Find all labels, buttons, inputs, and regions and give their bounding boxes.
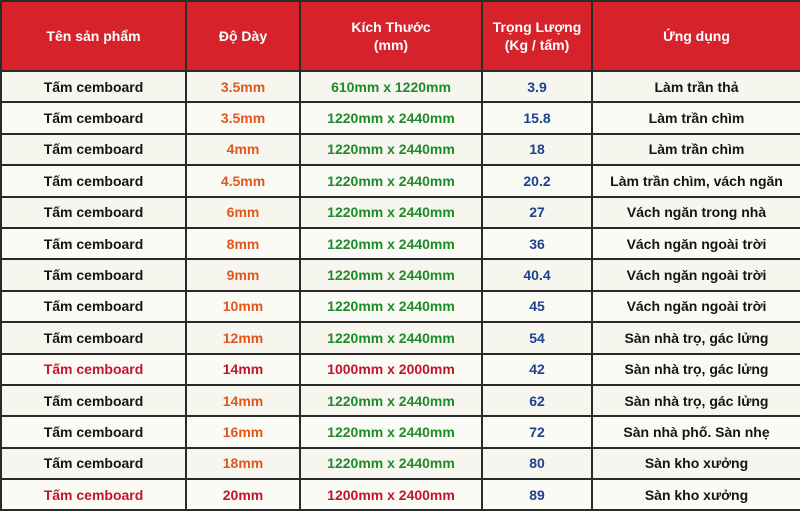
- table-row: [1, 322, 800, 353]
- size-cell: 1220mm x 2440mm: [300, 165, 482, 196]
- size-cell: 1220mm x 2440mm: [300, 322, 482, 353]
- table-row: [1, 291, 800, 322]
- size-cell: 1200mm x 2400mm: [300, 479, 482, 510]
- size-cell: 610mm x 1220mm: [300, 71, 482, 102]
- size-cell: 1220mm x 2440mm: [300, 416, 482, 447]
- size-cell: 1220mm x 2440mm: [300, 134, 482, 165]
- thickness-cell: 3.5mm: [186, 71, 300, 102]
- product-name-cell: Tấm cemboard: [1, 448, 186, 479]
- product-name-cell: Tấm cemboard: [1, 291, 186, 322]
- table-header: [1, 1, 800, 71]
- col-header-weight-unit: (Kg / tấm): [504, 37, 570, 53]
- col-header-use: Ứng dụng: [592, 1, 800, 71]
- weight-cell: 27: [482, 197, 592, 228]
- application-cell: Vách ngăn ngoài trời: [592, 228, 800, 259]
- col-header-name: Tên sản phẩm: [1, 1, 186, 71]
- weight-cell: 54: [482, 322, 592, 353]
- table-row: [1, 385, 800, 416]
- thickness-cell: 3.5mm: [186, 102, 300, 133]
- thickness-cell: 4.5mm: [186, 165, 300, 196]
- weight-cell: 89: [482, 479, 592, 510]
- table-row: [1, 228, 800, 259]
- size-cell: 1220mm x 2440mm: [300, 228, 482, 259]
- weight-cell: 15.8: [482, 102, 592, 133]
- product-name-cell: Tấm cemboard: [1, 165, 186, 196]
- product-name-cell: Tấm cemboard: [1, 385, 186, 416]
- product-name-cell: Tấm cemboard: [1, 354, 186, 385]
- size-cell: 1220mm x 2440mm: [300, 102, 482, 133]
- size-cell: 1220mm x 2440mm: [300, 385, 482, 416]
- application-cell: Sàn nhà phố. Sàn nhẹ: [592, 416, 800, 447]
- table-body: [1, 71, 800, 510]
- weight-cell: 36: [482, 228, 592, 259]
- col-header-weight-title: Trọng Lượng: [492, 19, 582, 35]
- thickness-cell: 8mm: [186, 228, 300, 259]
- application-cell: Vách ngăn ngoài trời: [592, 259, 800, 290]
- thickness-cell: 10mm: [186, 291, 300, 322]
- size-cell: 1000mm x 2000mm: [300, 354, 482, 385]
- table-row: [1, 102, 800, 133]
- thickness-cell: 14mm: [186, 354, 300, 385]
- product-name-cell: Tấm cemboard: [1, 416, 186, 447]
- table-row: [1, 479, 800, 510]
- col-header-thickness: Độ Dày: [186, 1, 300, 71]
- product-name-cell: Tấm cemboard: [1, 71, 186, 102]
- weight-cell: 18: [482, 134, 592, 165]
- header-row: [1, 1, 800, 71]
- table-row: [1, 416, 800, 447]
- col-header-size-unit: (mm): [373, 37, 409, 53]
- col-header-weight: [482, 1, 592, 71]
- thickness-cell: 9mm: [186, 259, 300, 290]
- product-name-cell: Tấm cemboard: [1, 322, 186, 353]
- application-cell: Làm trần chìm: [592, 102, 800, 133]
- weight-cell: 3.9: [482, 71, 592, 102]
- weight-cell: 20.2: [482, 165, 592, 196]
- application-cell: Làm trần chìm, vách ngăn: [592, 165, 800, 196]
- table-row: [1, 165, 800, 196]
- application-cell: Vách ngăn trong nhà: [592, 197, 800, 228]
- table-row: [1, 197, 800, 228]
- thickness-cell: 18mm: [186, 448, 300, 479]
- weight-cell: 80: [482, 448, 592, 479]
- product-name-cell: Tấm cemboard: [1, 259, 186, 290]
- product-name-cell: Tấm cemboard: [1, 228, 186, 259]
- weight-cell: 62: [482, 385, 592, 416]
- application-cell: Sàn kho xưởng: [592, 479, 800, 510]
- product-name-cell: Tấm cemboard: [1, 134, 186, 165]
- size-cell: 1220mm x 2440mm: [300, 259, 482, 290]
- application-cell: Vách ngăn ngoài trời: [592, 291, 800, 322]
- application-cell: Sàn kho xưởng: [592, 448, 800, 479]
- size-cell: 1220mm x 2440mm: [300, 291, 482, 322]
- product-name-cell: Tấm cemboard: [1, 479, 186, 510]
- product-name-cell: Tấm cemboard: [1, 102, 186, 133]
- thickness-cell: 20mm: [186, 479, 300, 510]
- col-header-size: [300, 1, 482, 71]
- size-cell: 1220mm x 2440mm: [300, 448, 482, 479]
- weight-cell: 72: [482, 416, 592, 447]
- thickness-cell: 12mm: [186, 322, 300, 353]
- thickness-cell: 14mm: [186, 385, 300, 416]
- thickness-cell: 4mm: [186, 134, 300, 165]
- table-row: [1, 71, 800, 102]
- thickness-cell: 16mm: [186, 416, 300, 447]
- weight-cell: 40.4: [482, 259, 592, 290]
- table-row: [1, 448, 800, 479]
- col-header-size-title: Kích Thước: [351, 19, 431, 35]
- application-cell: Sàn nhà trọ, gác lửng: [592, 385, 800, 416]
- application-cell: Làm trần thả: [592, 71, 800, 102]
- product-name-cell: Tấm cemboard: [1, 197, 186, 228]
- application-cell: Làm trần chìm: [592, 134, 800, 165]
- application-cell: Sàn nhà trọ, gác lửng: [592, 354, 800, 385]
- thickness-cell: 6mm: [186, 197, 300, 228]
- table-row: [1, 354, 800, 385]
- table-row: [1, 134, 800, 165]
- application-cell: Sàn nhà trọ, gác lửng: [592, 322, 800, 353]
- size-cell: 1220mm x 2440mm: [300, 197, 482, 228]
- table-row: [1, 259, 800, 290]
- weight-cell: 45: [482, 291, 592, 322]
- weight-cell: 42: [482, 354, 592, 385]
